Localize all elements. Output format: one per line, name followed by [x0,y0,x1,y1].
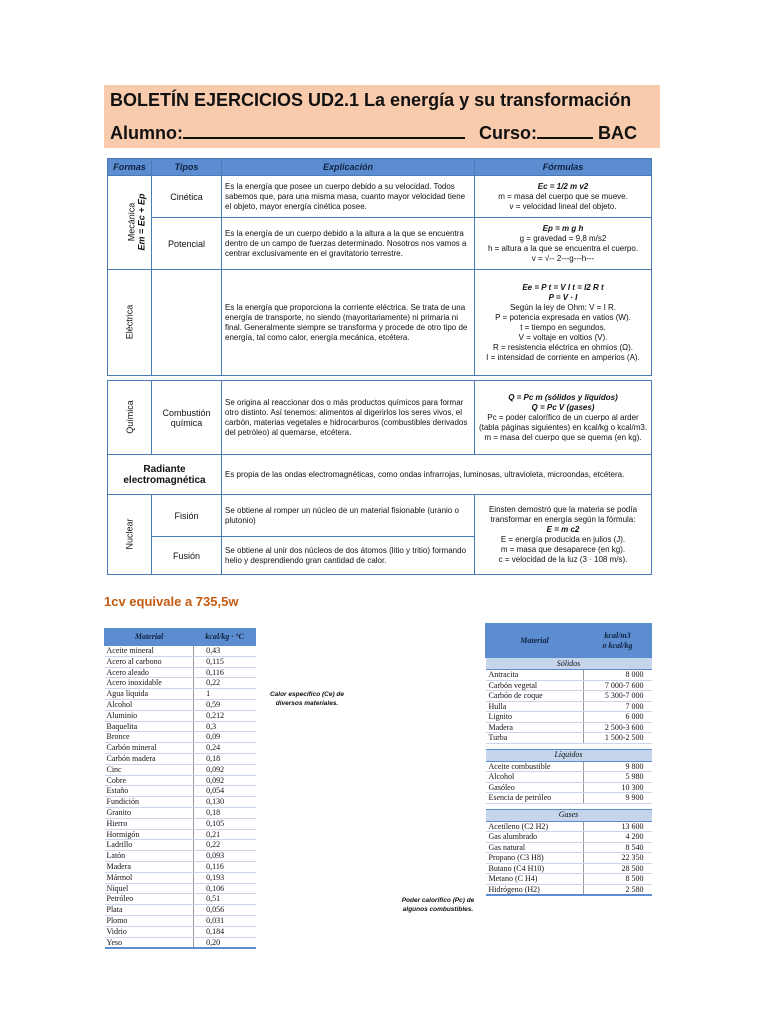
row-potencial [108,218,652,270]
energy-table-header [108,159,652,176]
table-row [486,853,652,864]
table-row [486,761,652,772]
forma-nuclear: Nuclear [108,495,152,575]
sh-value: 0,24 [194,743,256,754]
explicacion-fision: Se obtiene al romper un núcleo de un material fisionable (uranio o plutonio) [222,495,475,537]
pc-material: Lignito [486,712,584,723]
pc-value: 4 200 [584,832,652,843]
sh-material: Carbón mineral [105,743,194,754]
sh-value: 0,43 [194,646,256,657]
sh-value: 0,116 [194,667,256,678]
tipo-fision: Fisión [152,495,222,537]
table-row [105,678,256,689]
pc-value: 1 500-2 500 [584,733,652,744]
forma-radiante: Radiante electromagnética [108,455,222,495]
table-row [105,829,256,840]
pc-value: 7 000 [584,701,652,712]
pc-material: Acetileno (C2 H2) [486,821,584,832]
student-label: Alumno: [110,123,183,143]
table-row [486,670,652,681]
sh-material: Petróleo [105,894,194,905]
table-row [105,721,256,732]
specific-heat-caption: Calor específico (Ce) de diversos materiales. [269,691,345,707]
pc-material: Gas alumbrado [486,832,584,843]
pc-header-unit: kcal/m3 o kcal/kg [584,624,652,658]
forma-electrica: Eléctrica [108,270,152,376]
table-row [105,915,256,926]
sh-material: Acero al carbono [105,656,194,667]
pc-material: Hidrógeno (H2) [486,884,584,895]
sh-material: Carbón madera [105,753,194,764]
table-row [105,851,256,862]
pc-value: 5 980 [584,772,652,783]
table-row [105,786,256,797]
sh-material: Acero inoxidable [105,678,194,689]
sh-material: Aceite mineral [105,646,194,657]
sh-material: Granito [105,807,194,818]
pc-material: Carbón de coque [486,691,584,702]
table-row [486,701,652,712]
sh-material: Mármol [105,872,194,883]
row-fision [108,495,652,537]
table-row [486,821,652,832]
sh-material: Cinc [105,764,194,775]
table-row [105,667,256,678]
table-row [105,818,256,829]
sh-value: 0,056 [194,905,256,916]
explicacion-electrica: Es la energía que proporciona la corriente eléctrica. Se trata de una energía de transporte, no siendo (mayoritariamente) ni primaria ni final. Generalmente siempre se transforma y procede de otro tipo de energía, tal como calor, energía mecánica, etcétera. [222,270,475,376]
sh-material: Níquel [105,883,194,894]
pc-material: Madera [486,722,584,733]
formulas-cinetica: Ec = 1/2 m v2 m = masa del cuerpo que se mueve. v = velocidad lineal del objeto. [475,176,652,218]
table-row [486,793,652,804]
table-row [486,884,652,895]
group-header [486,749,652,761]
sh-value: 0,105 [194,818,256,829]
sh-value: 0,22 [194,840,256,851]
student-name-blank[interactable] [183,123,465,139]
pc-material: Antracita [486,670,584,681]
sh-material: Vidrio [105,926,194,937]
tipo-combustion: Combustión química [152,381,222,455]
explicacion-radiante: Es propia de las ondas electromagnéticas, como ondas infrarrojas, luminosas, ultravioleta, microondas, etcétera. [222,455,652,495]
sh-material: Madera [105,861,194,872]
sh-value: 0,092 [194,764,256,775]
table-row [486,733,652,744]
course-label: Curso: [478,123,537,143]
sh-material: Fundición [105,797,194,808]
table-row [486,691,652,702]
pc-material: Hulla [486,701,584,712]
pc-material: Alcohol [486,772,584,783]
formulas-electrica: Ee = P t = V I t = I2 R t P = V · I Según la ley de Ohm: V = I R. P = potencia expresada en vatios (W). t = tiempo en segundos. V = voltaje en voltios (V). R = resistencia eléctrica en ohmios (Ω). I = intensidad de corriente en amperios (A). [475,270,652,376]
table-row [105,797,256,808]
table-row [105,926,256,937]
pc-material: Aceite combustible [486,761,584,772]
pc-value: 6 000 [584,712,652,723]
table-row [105,937,256,948]
table-row [486,842,652,853]
table-row [105,905,256,916]
header-tipos: Tipos [152,159,222,176]
pc-value: 28 500 [584,863,652,874]
header-formulas: Fórmulas [475,159,652,176]
formulas-potencial: Ep = m g h g = gravedad = 9,8 m/s2 h = altura a la que se encuentra el cuerpo. v = √-- 2---g---h--- [475,218,652,270]
table-row [105,732,256,743]
pc-value: 8 500 [584,874,652,885]
group-name: Líquidos [486,749,652,761]
explicacion-potencial: Es la energía de un cuerpo debido a la altura a la que se encuentra dentro de un campo de fuerzas determinado. Nosotros nos vamos a centrar exclusivamente en el gravitatorio terrestre. [222,218,475,270]
sh-material: Hierro [105,818,194,829]
table-row [486,772,652,783]
mecanica-formula: Em = Ec + Ep [136,193,147,251]
sh-material: Estaño [105,786,194,797]
calorific-value-table [485,623,652,896]
header-formas: Formas [108,159,152,176]
explicacion-fusion: Se obtiene al unir dos núcleos de dos átomos (litio y tritio) formando helio y desprendiendo gran cantidad de calor. [222,537,475,575]
sh-material: Ladrillo [105,840,194,851]
sh-material: Hormigón [105,829,194,840]
table-row [105,840,256,851]
pc-value: 5 300-7 000 [584,691,652,702]
forma-quimica: Química [108,381,152,455]
sh-material: Latón [105,851,194,862]
pc-material: Metano (C H4) [486,874,584,885]
sh-header-unit: kcal/kg · °C [194,629,256,646]
tipo-cinetica: Cinética [152,176,222,218]
pc-material: Carbón vegetal [486,680,584,691]
table-row [486,722,652,733]
sh-value: 0,093 [194,851,256,862]
sh-value: 1 [194,689,256,700]
tipo-electrica-empty [152,270,222,376]
row-quimica [108,381,652,455]
cv-equivalence-note: 1cv equivale a 735,5w [104,594,239,609]
table-row [105,861,256,872]
sh-material: Acero aleado [105,667,194,678]
sh-value: 0,212 [194,710,256,721]
pc-value: 22 350 [584,853,652,864]
sh-material: Baquelita [105,721,194,732]
table-row [105,743,256,754]
sh-value: 0,51 [194,894,256,905]
sh-value: 0,031 [194,915,256,926]
pc-material: Turba [486,733,584,744]
table-row [105,883,256,894]
table-row [105,689,256,700]
row-cinetica [108,176,652,218]
pc-material: Gas natural [486,842,584,853]
table-row [105,894,256,905]
tipo-potencial: Potencial [152,218,222,270]
table-row [486,712,652,723]
table-row [486,782,652,793]
sh-material: Agua líquida [105,689,194,700]
table-row [105,710,256,721]
sh-value: 0,184 [194,926,256,937]
tipo-fusion: Fusión [152,537,222,575]
table-row [105,764,256,775]
sh-value: 0,59 [194,699,256,710]
sh-material: Plomo [105,915,194,926]
table-row [486,680,652,691]
sh-material: Alcohol [105,699,194,710]
sh-value: 0,22 [194,678,256,689]
energy-forms-table [107,158,652,575]
pc-material: Gasóleo [486,782,584,793]
group-header [486,809,652,821]
sh-value: 0,18 [194,753,256,764]
specific-heat-table [104,628,256,949]
pc-header-material: Material [486,624,584,658]
table-row [105,807,256,818]
sh-value: 0,21 [194,829,256,840]
table-row [486,874,652,885]
sh-value: 0,193 [194,872,256,883]
pc-value: 2 500-3 600 [584,722,652,733]
sh-material: Aluminio [105,710,194,721]
formulas-quimica: Q = Pc m (sólidos y líquidos) Q = Pc V (gases) Pc = poder calorífico de un cuerpo al arder (tabla páginas siguientes) en kcal/kg o kcal/m3. m = masa del cuerpo que se quema (en kg). [475,381,652,455]
sh-material: Cobre [105,775,194,786]
group-name: Sólidos [486,658,652,670]
worksheet-header [104,85,660,148]
explicacion-quimica: Se origina al reaccionar dos o más productos químicos para formar otro distinto. Así tenemos: alimentos al digerirlos los seres vivos, el carbón, materias vegetales e hidrocarburos (combustibles derivados del petróleo) al quemarse, etcétera. [222,381,475,455]
pc-material: Propano (C3 H8) [486,853,584,864]
header-explicacion: Explicación [222,159,475,176]
sh-header-material: Material [105,629,194,646]
pc-value: 2 580 [584,884,652,895]
pc-value: 8 540 [584,842,652,853]
table-row [486,863,652,874]
group-name: Gases [486,809,652,821]
pc-value: 8 000 [584,670,652,681]
table-row [105,872,256,883]
sh-value: 0,054 [194,786,256,797]
table-row [105,753,256,764]
forma-mecanica-label: Mecánica Em = Ec + Ep [126,193,147,251]
pc-material: Butano (C4 H10) [486,863,584,874]
row-electrica [108,270,652,376]
sh-value: 0,115 [194,656,256,667]
worksheet-title: BOLETÍN EJERCICIOS UD2.1 La energía y su transformación [110,90,632,110]
explicacion-cinetica: Es la energía que posee un cuerpo debido a su velocidad. Todos sabemos que, para una misma masa, cuanto mayor velocidad tiene el objeto, mayor energía cinética posee. [222,176,475,218]
course-blank[interactable] [537,123,593,139]
pc-value: 9 800 [584,761,652,772]
sh-value: 0,092 [194,775,256,786]
pc-value: 7 000-7 600 [584,680,652,691]
table-row [486,832,652,843]
sh-value: 0,20 [194,937,256,948]
sh-value: 0,130 [194,797,256,808]
pc-value: 13 600 [584,821,652,832]
sh-value: 0,09 [194,732,256,743]
sh-value: 0,106 [194,883,256,894]
group-header [486,658,652,670]
row-radiante [108,455,652,495]
table-row [105,699,256,710]
table-row [105,656,256,667]
pc-value: 9 900 [584,793,652,804]
pc-material: Esencia de petróleo [486,793,584,804]
forma-mecanica [108,176,152,270]
pc-value: 10 300 [584,782,652,793]
sh-value: 0,116 [194,861,256,872]
formulas-nuclear: Einsten demostró que la materia se podía transformar en energía según la fórmula: E = m c2 E = energía producida en julios (J). m = masa que desaparece (en kg). c = velocidad de la luz (3 · 108 m/s). [475,495,652,575]
calorific-caption: Poder calorífico (Pc) de algunos combustibles. [401,897,475,913]
sh-value: 0,3 [194,721,256,732]
sh-material: Plata [105,905,194,916]
course-value: BAC [598,123,637,143]
sh-material: Yeso [105,937,194,948]
sh-material: Bronce [105,732,194,743]
table-row [105,775,256,786]
sh-value: 0,18 [194,807,256,818]
table-row [105,646,256,657]
student-line [110,118,654,148]
